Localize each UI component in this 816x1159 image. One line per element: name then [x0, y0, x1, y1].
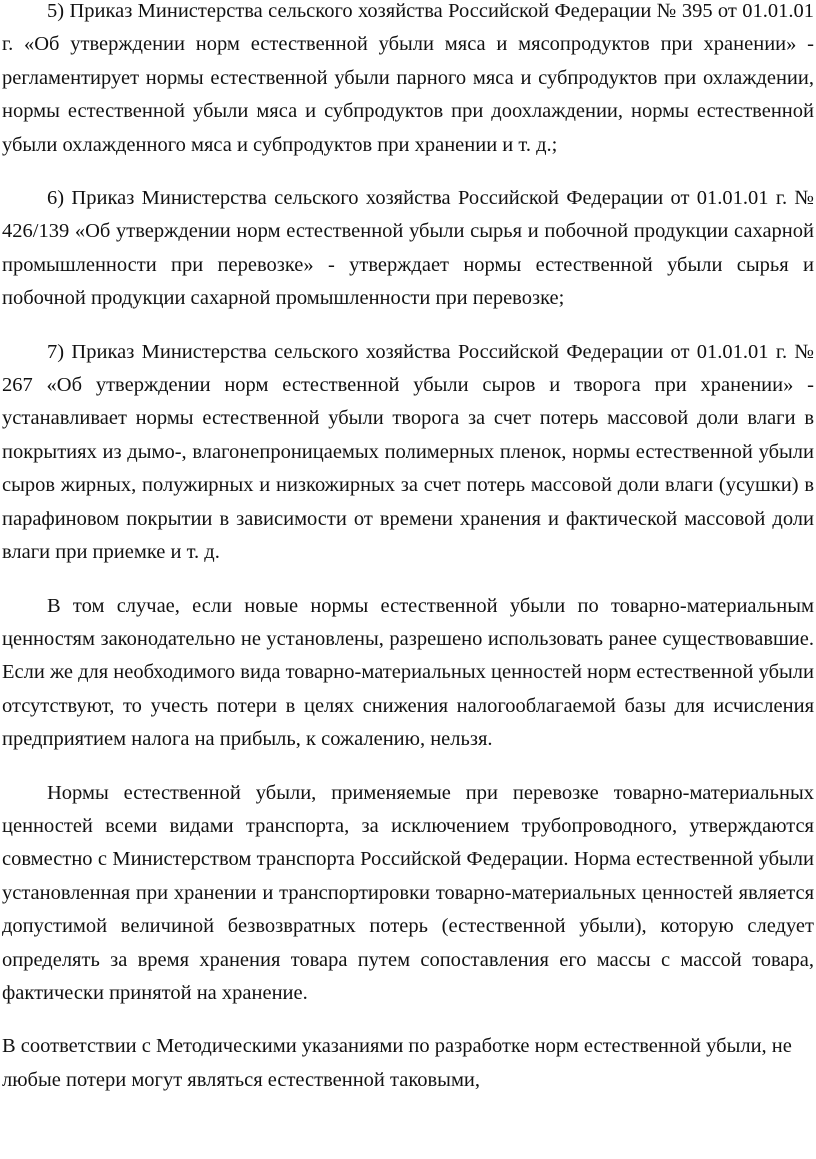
paragraph-order-426-139: 6) Приказ Министерства сельского хозяйства Российской Федерации от 01.01.01 г. № 426/139 «Об утверждении норм естественной убыли сырья и побочной продукции сахарной промышленности при перевозке» - утверждает нормы естественной убыли сырья и побочной продукции сахарной промышленности при перевозке; [2, 187, 814, 310]
paragraph-methodical-guidelines: В соответствии с Методическими указаниями по разработке норм естественной убыли, не любые потери могут являться естественной таковыми, [2, 1035, 792, 1091]
paragraph-order-395: 5) Приказ Министерства сельского хозяйства Российской Федерации № 395 от 01.01.01 г. «Об утверждении норм естественной убыли мяса и мясопродуктов при хранении» - регламентирует нормы естественной убыли парного мяса и субпродуктов при охлаждении, нормы естественной убыли мяса и субпродуктов при доохлаждении, нормы естественной убыли охлажденного мяса и субпродуктов при хранении и т. д.; [2, 0, 814, 156]
paragraph-transport-norms: Нормы естественной убыли, применяемые при перевозке товарно-материальных ценностей всеми видами транспорта, за исключением трубопроводного, утверждаются совместно с Министерством транспорта Российской Федерации. Норма естественной убыли установленная при хранении и транспортировки товарно-материальных ценностей является допустимой величиной безвозвратных потерь (естественной убыли), которую следует определять за время хранения товара путем сопоставления его массы с массой товара, фактически принятой на хранение. [2, 781, 814, 1004]
paragraph-norms-not-established: В том случае, если новые нормы естественной убыли по товарно-материальным ценностям законодательно не установлены, разрешено использовать ранее существовавшие. Если же для необходимого вида товарно-материальных ценностей норм естественной убыли отсутствуют, то учесть потери в целях снижения налогооблагаемой базы для исчисления предприятием налога на прибыль, к сожалению, нельзя. [2, 594, 814, 751]
paragraph-order-267: 7) Приказ Министерства сельского хозяйства Российской Федерации от 01.01.01 г. № 267 «Об утверждении норм естественной убыли сыров и творога при хранении» - устанавливает нормы естественной убыли творога за счет потерь массовой доли влаги в покрытиях из дымо-, влагонепроницаемых полимерных пленок, нормы естественной убыли сыров жирных, полужирных и низкожирных за счет потерь массовой доли влаги (усушки) в парафиновом покрытии в зависимости от времени хранения и фактической массовой доли влаги при приемке и т. д. [2, 340, 814, 564]
